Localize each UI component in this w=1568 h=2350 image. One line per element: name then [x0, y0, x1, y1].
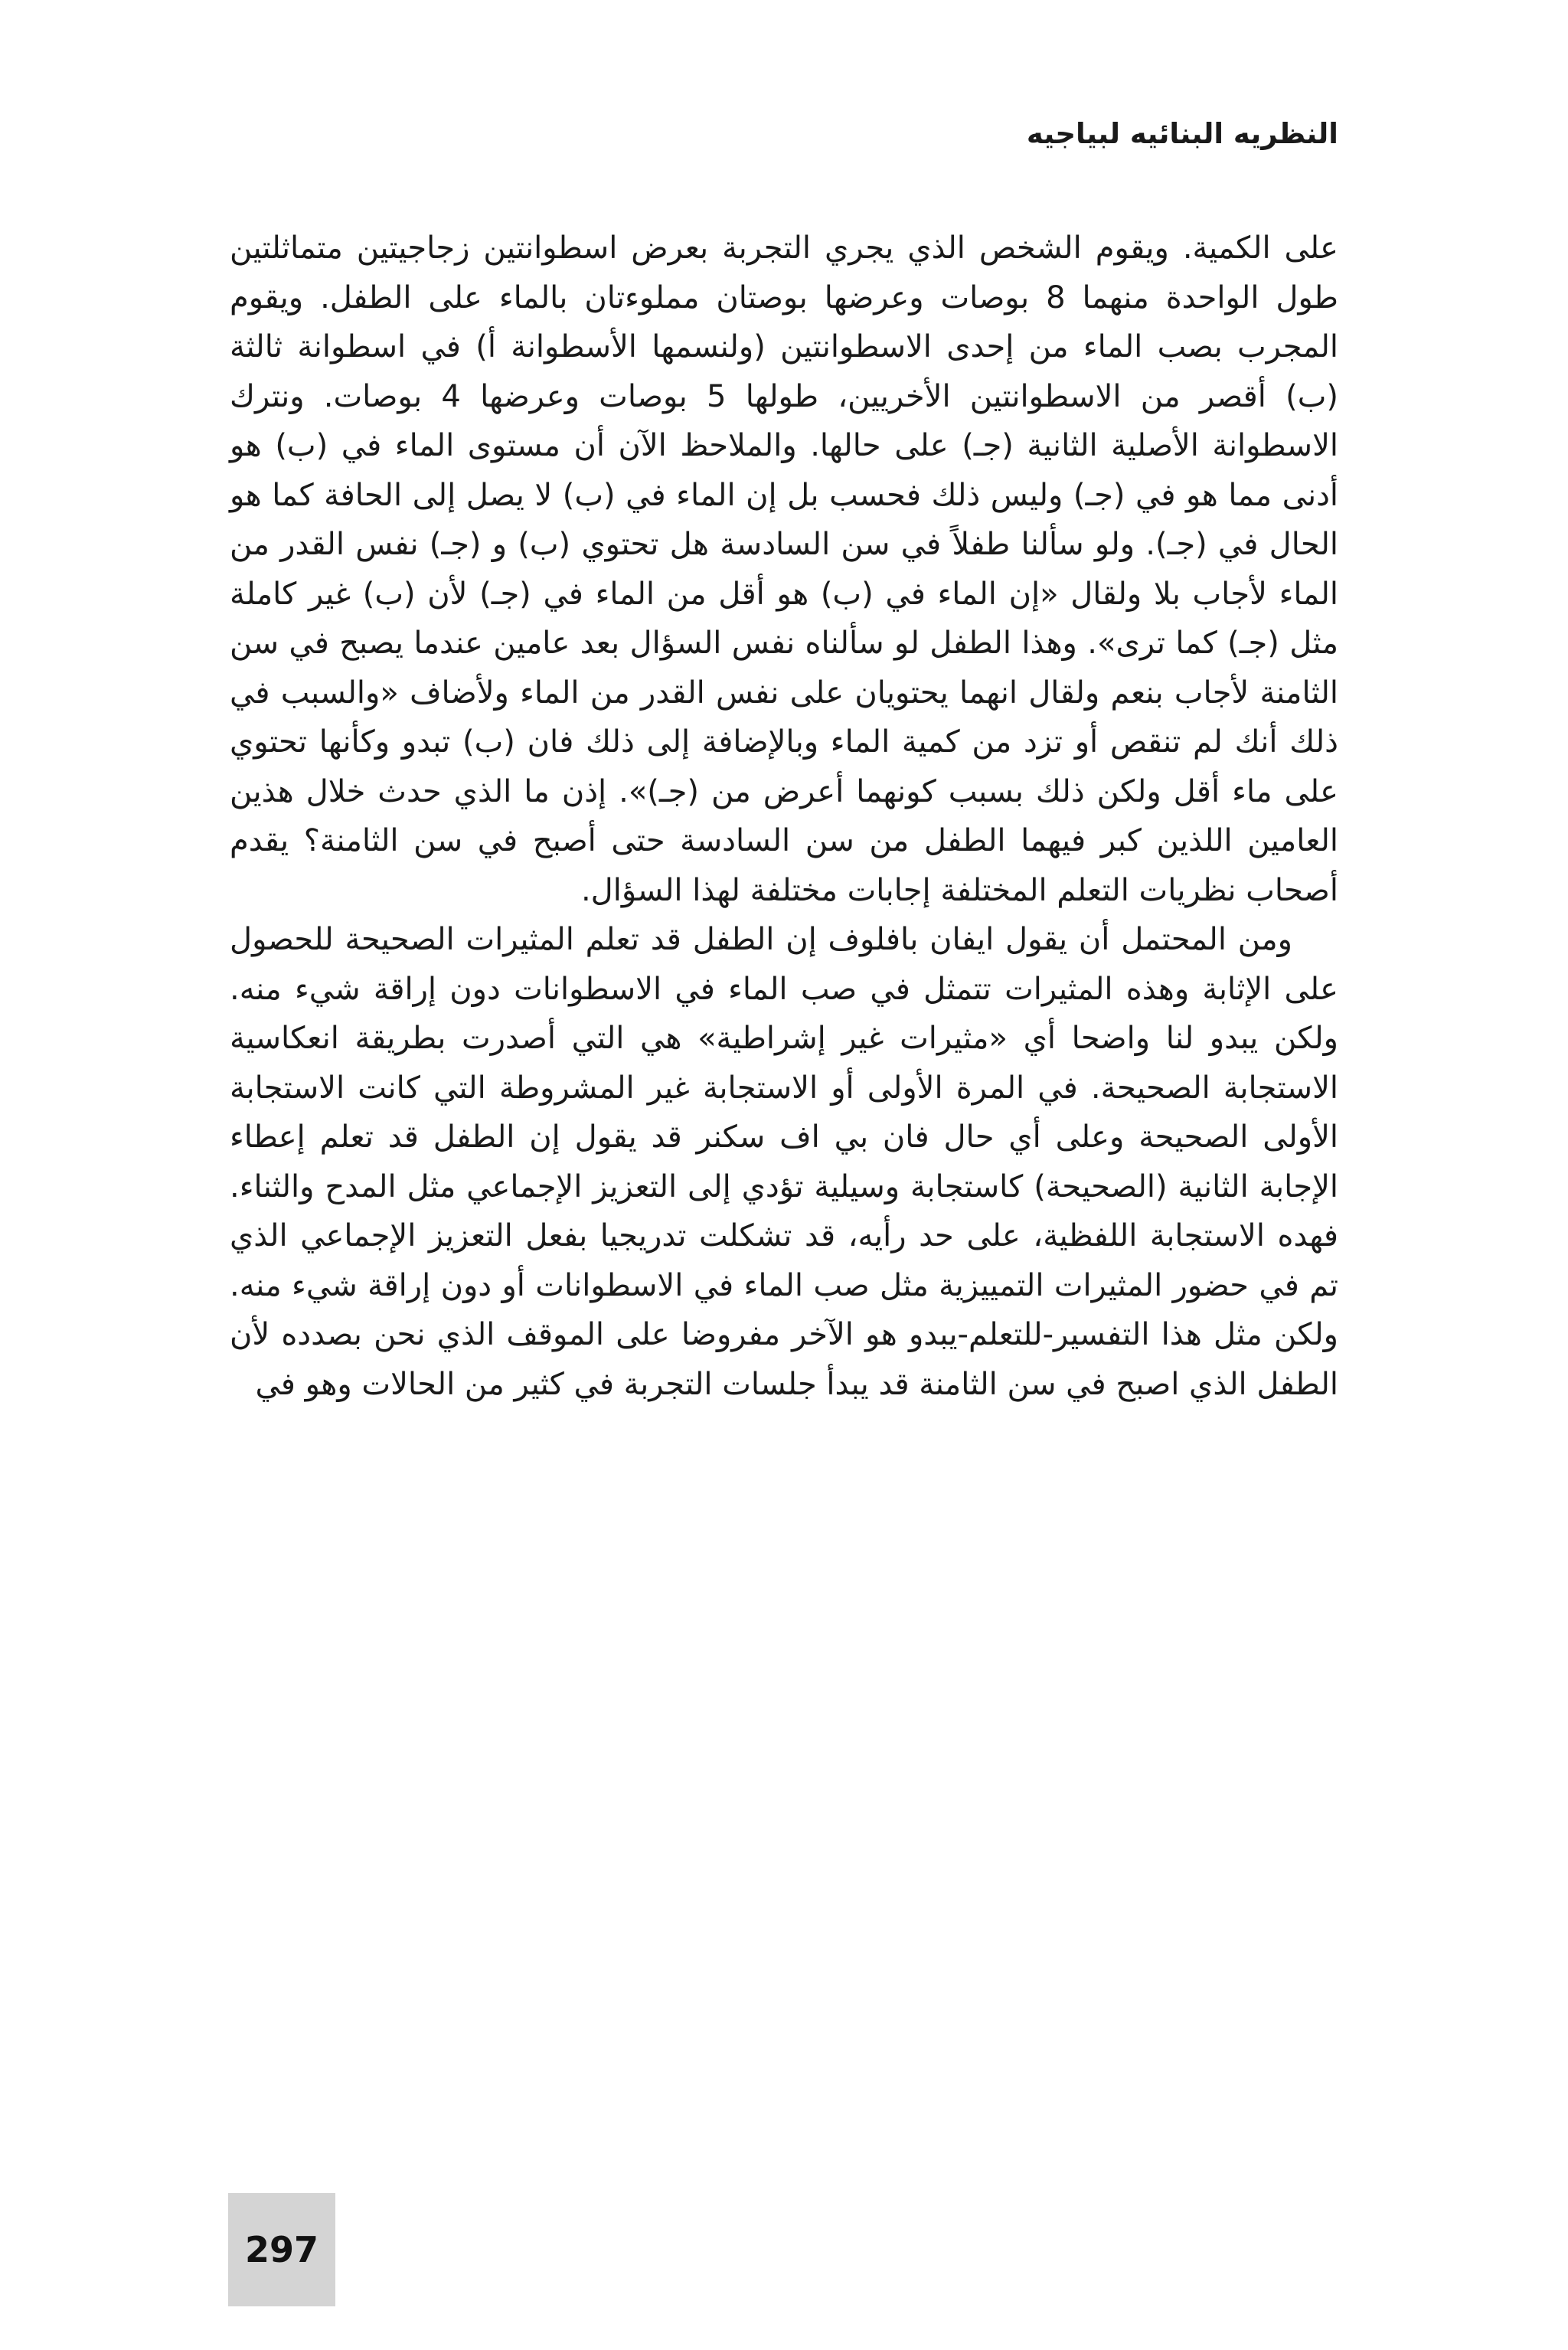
page-number-box: [228, 2193, 335, 2306]
page-number: 297: [244, 2229, 319, 2270]
body-text: [230, 224, 1338, 1409]
paragraph-1: على الكمية. ويقوم الشخص الذي يجري التجربة بعرض اسطوانتين زجاجيتين متماثلتين طول الواحدة منهما 8 بوصات وعرضها بوصتان مملوءتان بالماء على الطفل. ويقوم المجرب بصب الماء من إحدى الاسطوانتين (ولنسمها الأسطوانة أ) في اسطوانة ثالثة (ب) أقصر من الاسطوانتين الأخريين، طولها 5 بوصات وعرضها 4 بوصات. ونترك الاسطوانة الأصلية الثانية (جـ) على حالها. والملاحظ الآن أن مستوى الماء في (ب) هو أدنى مما هو في (جـ) وليس ذلك فحسب بل إن الماء في (ب) لا يصل إلى الحافة كما هو الحال في (جـ). ولو سألنا طفلاً في سن السادسة هل تحتوي (ب) و (جـ) نفس القدر من الماء لأجاب بلا ولقال «إن الماء في (ب) هو أقل من الماء في (جـ) لأن (ب) غير كاملة مثل (جـ) كما ترى». وهذا الطفل لو سألناه نفس السؤال بعد عامين عندما يصبح في سن الثامنة لأجاب بنعم ولقال انهما يحتويان على نفس القدر من الماء ولأضاف «والسبب في ذلك أنك لم تنقص أو تزد من كمية الماء وبالإضافة إلى ذلك فان (ب) تبدو وكأنها تحتوي على ماء أقل ولكن ذلك بسبب كونهما أعرض من (جـ)». إذن ما الذي حدث خلال هذين العامين اللذين كبر فيهما الطفل من سن السادسة حتى أصبح في سن الثامنة؟ يقدم أصحاب نظريات التعلم المختلفة إجابات مختلفة لهذا السؤال.: [230, 230, 1339, 908]
paragraph-2: ومن المحتمل أن يقول ايفان بافلوف إن الطفل قد تعلم المثيرات الصحيحة للحصول على الإثابة وهذه المثيرات تتمثل في صب الماء في الاسطوانات دون إراقة شيء منه. ولكن يبدو لنا واضحا أي «مثيرات غير إشراطية» هي التي أصدرت بطريقة انعكاسية الاستجابة الصحيحة. في المرة الأولى أو الاستجابة غير المشروطة التي كانت الاستجابة الأولى الصحيحة وعلى أي حال فان بي اف سكنر قد يقول إن الطفل قد تعلم إعطاء الإجابة الثانية (الصحيحة) كاستجابة وسيلية تؤدي إلى التعزيز الإجماعي مثل المدح والثناء. فهده الاستجابة اللفظية، على حد رأيه، قد تشكلت تدريجيا بفعل التعزيز الإجماعي الذي تم في حضور المثيرات التمييزية مثل صب الماء في الاسطوانات أو دون إراقة شيء منه. ولكن مثل هذا التفسير-للتعلم-يبدو هو الآخر مفروضا على الموقف الذي نحن بصدده لأن الطفل الذي اصبح في سن الثامنة قد يبدأ جلسات التجربة في كثير من الحالات وهو في: [230, 922, 1338, 1402]
running-header-title: النظريه البنائيه لبياجيه: [1026, 117, 1338, 150]
